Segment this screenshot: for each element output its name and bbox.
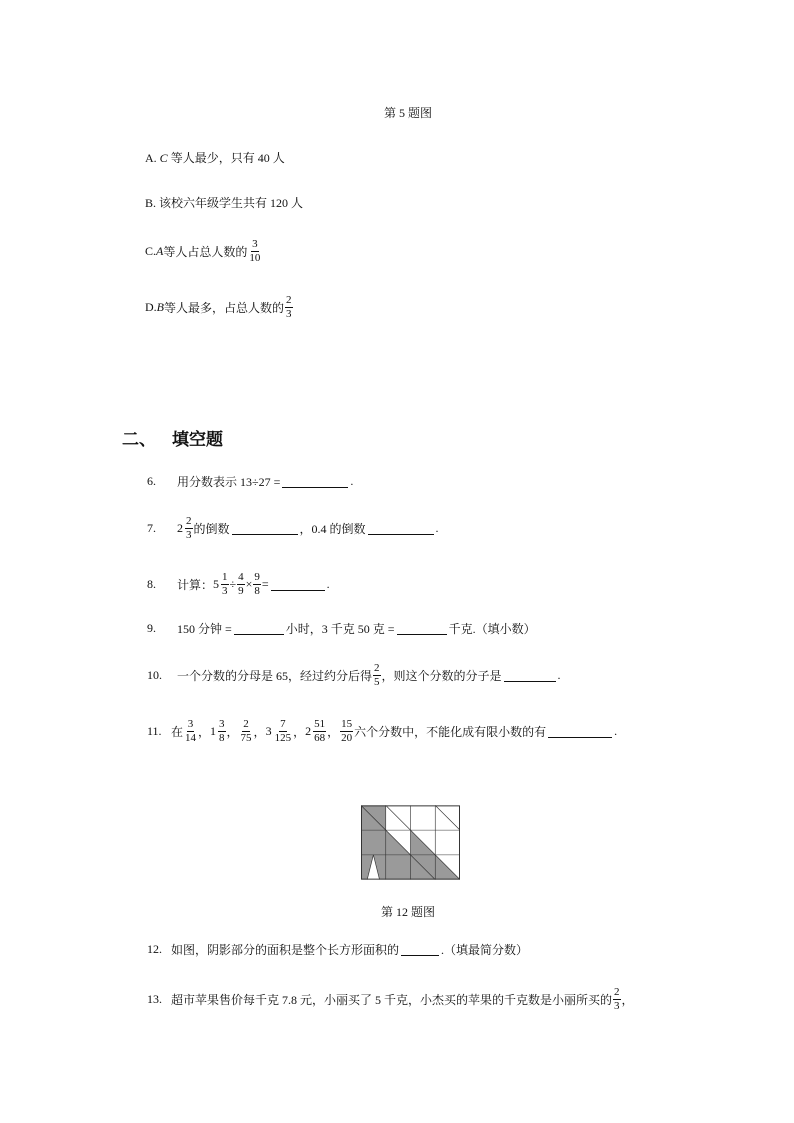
fraction-numerator: 9 bbox=[254, 570, 260, 583]
fraction-denominator: 75 bbox=[240, 731, 252, 744]
mixed-whole: 2 bbox=[177, 520, 183, 535]
separator: ， bbox=[198, 724, 211, 739]
question-8 bbox=[147, 564, 330, 604]
question-text: 一个分数的分母是 65，经过约分后得 bbox=[177, 668, 373, 683]
fraction-denominator: 3 bbox=[186, 528, 192, 541]
question-number: 6. bbox=[147, 473, 156, 488]
question-text: 超市苹果售价每千克 7.8 元，小丽买了 5 千克，小杰买的苹果的千克数是小丽所买的 bbox=[171, 992, 613, 1007]
fraction-3 bbox=[253, 572, 261, 597]
option-c-fraction bbox=[248, 239, 261, 264]
answer-blank[interactable] bbox=[401, 943, 439, 956]
fraction-numerator: 4 bbox=[238, 570, 244, 583]
question-12 bbox=[147, 929, 528, 969]
fraction-denominator: 125 bbox=[274, 731, 292, 744]
fraction-numerator: 3 bbox=[219, 717, 225, 730]
question-end: . bbox=[614, 723, 618, 738]
answer-blank[interactable] bbox=[232, 522, 298, 535]
fraction-denominator: 3 bbox=[614, 999, 620, 1012]
answer-blank[interactable] bbox=[504, 669, 556, 682]
answer-blank[interactable] bbox=[548, 725, 612, 738]
fraction-denominator: 9 bbox=[238, 584, 244, 597]
question-end: . bbox=[557, 667, 561, 682]
fraction-denominator: 3 bbox=[222, 584, 228, 597]
option-c-text: 等人占总人数的 bbox=[163, 244, 248, 259]
question-10 bbox=[147, 655, 561, 695]
divide-operator: ÷ bbox=[229, 576, 237, 591]
fraction-numerator: 7 bbox=[280, 717, 286, 730]
question-9 bbox=[147, 608, 536, 648]
diagonal-line bbox=[386, 805, 411, 830]
fraction-denominator: 20 bbox=[341, 731, 353, 744]
option-b bbox=[145, 194, 303, 211]
answer-blank[interactable] bbox=[271, 578, 325, 591]
question-pre: 在 bbox=[171, 724, 184, 739]
fraction bbox=[373, 663, 381, 688]
question-13 bbox=[147, 979, 634, 1019]
question-7 bbox=[147, 508, 439, 548]
option-d bbox=[145, 287, 294, 327]
question-text-2: ，0.4 的倒数 bbox=[299, 521, 366, 536]
figure-12-grid bbox=[361, 805, 460, 880]
answer-blank-2[interactable] bbox=[397, 622, 447, 635]
separator: ， bbox=[293, 724, 306, 739]
fraction-numerator: 15 bbox=[341, 717, 353, 730]
mixed-fraction bbox=[185, 516, 193, 541]
question-text: 150 分钟 = bbox=[177, 621, 232, 636]
fraction bbox=[613, 987, 621, 1012]
option-d-prefix: D. bbox=[145, 299, 157, 314]
fraction-numerator: 2 bbox=[614, 985, 620, 998]
question-number: 10. bbox=[147, 667, 162, 682]
fraction-denominator: 14 bbox=[185, 731, 197, 744]
fraction-4 bbox=[274, 719, 293, 744]
fraction-numerator: 2 bbox=[374, 661, 380, 674]
fraction-numerator: 2 bbox=[243, 717, 249, 730]
question-number: 7. bbox=[147, 520, 156, 535]
question-end: . bbox=[326, 576, 330, 591]
fraction-numerator: 2 bbox=[286, 293, 292, 306]
option-d-letter: B bbox=[156, 299, 165, 314]
question-end: ， bbox=[621, 992, 634, 1007]
question-text-2: ，则这个分数的分子是 bbox=[381, 668, 502, 683]
question-number: 9. bbox=[147, 620, 156, 635]
option-a-prefix: A. bbox=[145, 151, 160, 165]
fraction-denominator: 8 bbox=[254, 584, 260, 597]
mixed-whole: 2 bbox=[305, 723, 312, 738]
diagonal-line bbox=[435, 805, 460, 830]
equals-sign: = bbox=[261, 576, 269, 591]
fraction-numerator: 2 bbox=[186, 514, 192, 527]
question-number: 12. bbox=[147, 941, 162, 956]
fraction-numerator: 3 bbox=[252, 237, 258, 250]
fraction-denominator: 3 bbox=[286, 307, 292, 320]
section-number: 二、 bbox=[122, 430, 156, 450]
question-text: 六个分数中，不能化成有限小数的有 bbox=[354, 724, 547, 739]
option-c bbox=[145, 231, 262, 271]
fraction-2 bbox=[218, 719, 226, 744]
figure-5-caption: 第 5 题图 bbox=[384, 106, 433, 120]
question-11 bbox=[147, 711, 617, 751]
answer-blank[interactable] bbox=[282, 475, 348, 488]
question-label: 计算： bbox=[177, 577, 214, 592]
mixed-whole: 5 bbox=[213, 576, 220, 591]
fraction-6 bbox=[340, 719, 353, 744]
fraction-denominator: 68 bbox=[314, 731, 326, 744]
fraction-denominator: 8 bbox=[219, 731, 225, 744]
option-d-fraction bbox=[285, 295, 293, 320]
option-a bbox=[145, 149, 285, 166]
mixed-whole: 3 bbox=[265, 723, 272, 738]
figure-12-caption: 第 12 题图 bbox=[381, 905, 436, 919]
option-a-letter: C bbox=[159, 151, 168, 165]
option-a-text: 等人最少，只有 40 人 bbox=[167, 151, 285, 165]
fraction-5 bbox=[313, 719, 326, 744]
section-title: 填空题 bbox=[172, 430, 223, 450]
question-number: 13. bbox=[147, 991, 162, 1006]
question-text: 如图，阴影部分的面积是整个长方形面积的 bbox=[171, 942, 400, 957]
answer-blank-2[interactable] bbox=[368, 522, 434, 535]
question-number: 11. bbox=[147, 723, 162, 738]
option-c-letter: A bbox=[156, 243, 164, 258]
question-end: . bbox=[350, 473, 354, 488]
fraction-1 bbox=[184, 719, 197, 744]
option-d-text: 等人最多，占总人数的 bbox=[164, 300, 285, 315]
answer-blank[interactable] bbox=[234, 622, 284, 635]
fraction-2 bbox=[237, 572, 245, 597]
fraction-numerator: 51 bbox=[314, 717, 326, 730]
question-text-3: 千克.（填小数） bbox=[448, 621, 536, 636]
fraction-3 bbox=[240, 719, 253, 744]
multiply-operator: × bbox=[245, 576, 253, 591]
mixed-whole: 1 bbox=[210, 723, 217, 738]
fraction-denominator: 10 bbox=[249, 251, 261, 264]
question-number: 8. bbox=[147, 576, 156, 591]
option-b-text: B. 该校六年级学生共有 120 人 bbox=[145, 196, 304, 210]
section-heading bbox=[122, 425, 223, 450]
question-end: .（填最简分数） bbox=[441, 942, 529, 957]
question-text: 的倒数 bbox=[193, 521, 230, 536]
separator: ， bbox=[226, 724, 239, 739]
fraction-numerator: 3 bbox=[187, 717, 194, 730]
fraction-denominator: 5 bbox=[374, 675, 380, 688]
separator: ， bbox=[253, 724, 266, 739]
option-c-prefix: C. bbox=[145, 243, 157, 258]
question-text: 用分数表示 13÷27 = bbox=[177, 474, 281, 489]
question-6 bbox=[147, 461, 353, 501]
fraction-1 bbox=[221, 572, 229, 597]
question-text-2: 小时，3 千克 50 克 = bbox=[285, 621, 395, 636]
question-end: . bbox=[435, 520, 439, 535]
fraction-numerator: 1 bbox=[222, 570, 228, 583]
separator: ， bbox=[327, 724, 340, 739]
